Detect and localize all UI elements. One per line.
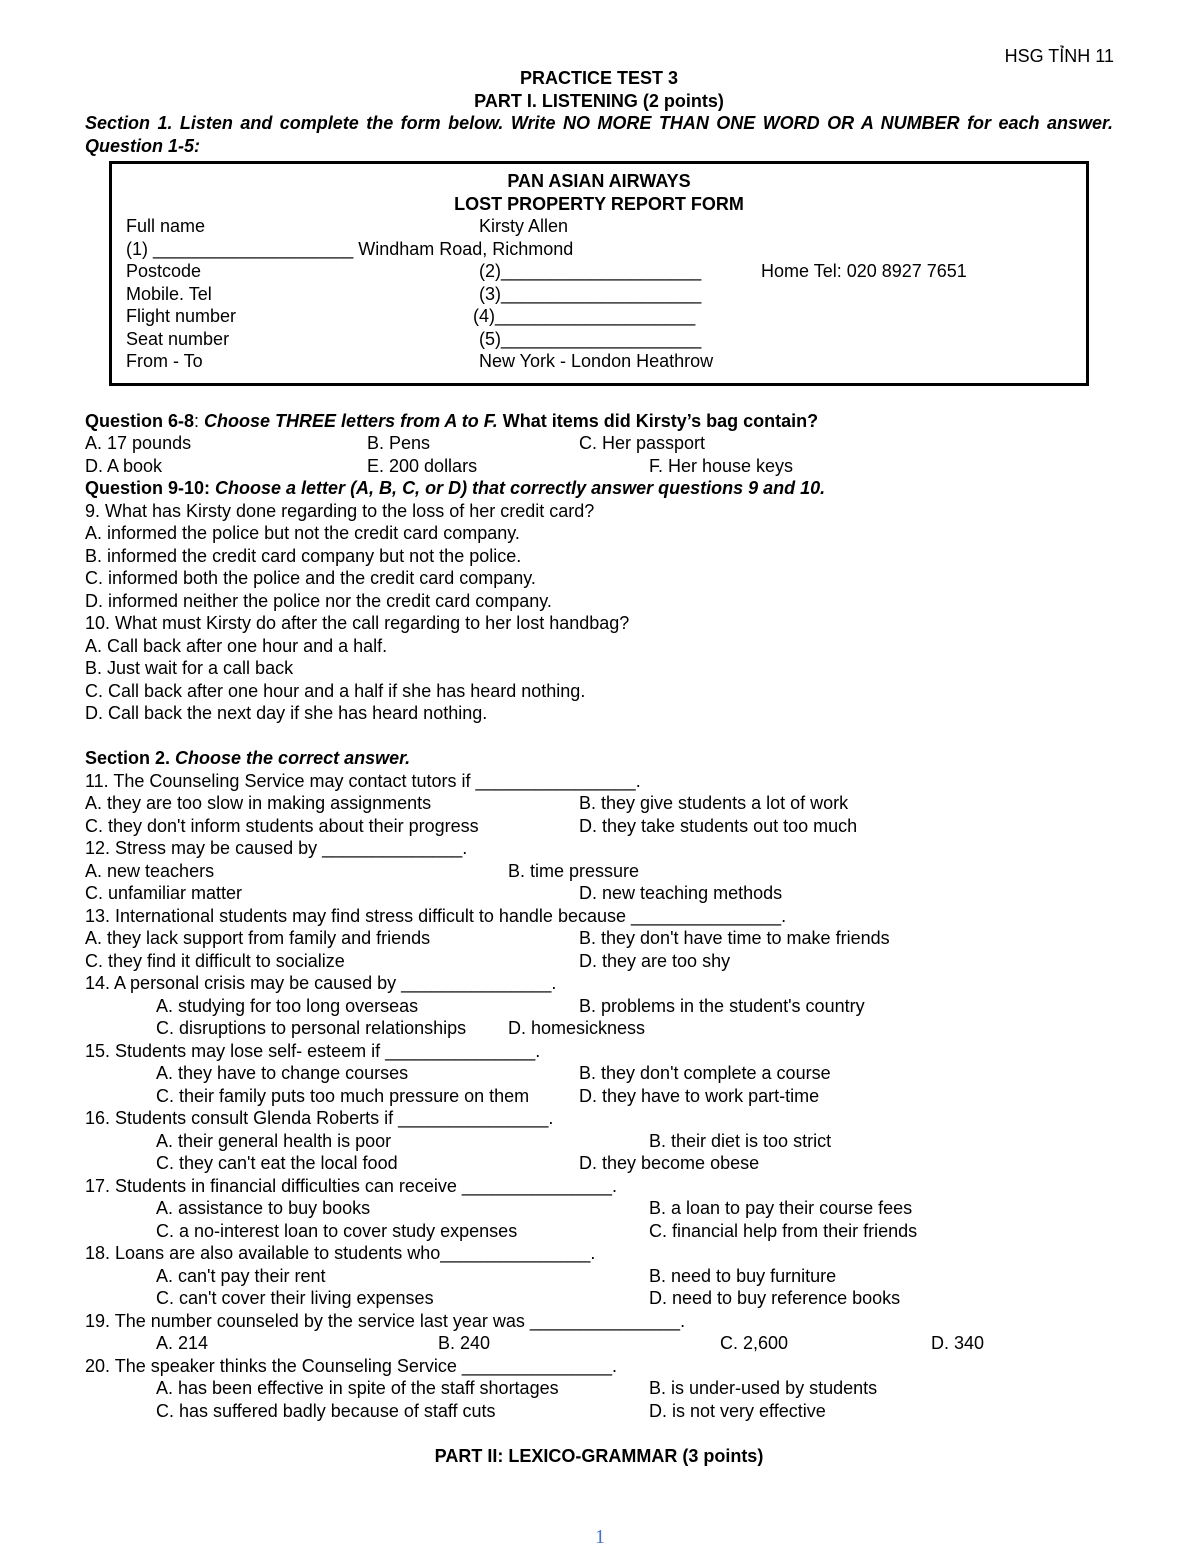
- q20: 20. The speaker thinks the Counseling Service _______________.: [85, 1355, 618, 1376]
- q19: 19. The number counseled by the service last year was _______________.: [85, 1310, 686, 1331]
- q20-options: C. has suffered badly because of staff cuts D. is not very effective: [156, 1400, 826, 1421]
- form-row-postcode: [126, 260, 1072, 283]
- lost-property-form: [109, 161, 1089, 386]
- form-label: Mobile. Tel: [126, 283, 212, 304]
- q10-line: 10. What must Kirsty do after the call regarding to her lost handbag?: [85, 613, 630, 633]
- form-label: Seat number: [126, 328, 230, 349]
- q9-option: D. informed neither the police nor the credit card company.: [85, 590, 552, 611]
- form-label: Postcode: [126, 261, 202, 281]
- page-title: PRACTICE TEST 3: [519, 68, 679, 88]
- q16: 16. Students consult Glenda Roberts if _______________.: [85, 1108, 554, 1128]
- page-number: 1: [595, 1526, 605, 1548]
- form-row-address: [126, 238, 1072, 261]
- q17: 17. Students in financial difficulties can receive _______________.: [85, 1175, 618, 1196]
- q9-option: C. informed both the police and the credit card company.: [85, 568, 536, 588]
- q14-options: C. disruptions to personal relationships D. homesickness: [156, 1018, 646, 1038]
- form-row-mobile: [126, 283, 1072, 306]
- q9-10-heading: Question 9-10: Choose a letter (A, B, C, or D) that correctly answer questions 9 and 10.: [85, 478, 826, 498]
- form-row-route: [126, 350, 1072, 373]
- form-blank-3: (3)____________________: [479, 283, 702, 304]
- q10-option: A. Call back after one hour and a half.: [85, 635, 388, 656]
- form-row-flight: [126, 305, 1072, 328]
- form-label: Full name: [126, 216, 206, 236]
- q9-option: A. informed the police but not the credit card company.: [85, 523, 520, 543]
- q9-option: B. informed the credit card company but not the police.: [85, 545, 522, 566]
- q17-options: C. a no-interest loan to cover study expenses C. financial help from their friends: [156, 1220, 918, 1241]
- form-label: From - To: [126, 351, 203, 371]
- form-blank-4: (4)____________________: [473, 306, 696, 326]
- q10-option: C. Call back after one hour and a half if she has heard nothing.: [85, 680, 586, 701]
- document-body: [85, 67, 1113, 1467]
- form-blank-5: (5)____________________: [479, 328, 702, 349]
- form-blank-2: (2)____________________: [479, 261, 702, 281]
- form-label: (1) ____________________ Windham Road, Richmond: [126, 238, 574, 259]
- q16-options: C. they can't eat the local food D. they become obese: [156, 1153, 760, 1173]
- q20-options: A. has been effective in spite of the staff shortages B. is under-used by students: [156, 1378, 878, 1398]
- q6-8-heading: Question 6-8: Choose THREE letters from A to F. What items did Kirsty’s bag contain?: [85, 410, 819, 431]
- q13: 13. International students may find stress difficult to handle because _______________.: [85, 905, 787, 926]
- q14: 14. A personal crisis may be caused by _______________.: [85, 973, 557, 993]
- form-home-tel: Home Tel: 020 8927 7651: [761, 261, 967, 281]
- q13-options: C. they find it difficult to socialize D. they are too shy: [85, 950, 731, 971]
- q11-options: C. they don't inform students about their progress D. they take students out too much: [85, 815, 858, 836]
- q10-option: D. Call back the next day if she has heard nothing.: [85, 703, 488, 723]
- q9-line: 9. What has Kirsty done regarding to the loss of her credit card?: [85, 500, 595, 521]
- section-1-instruction: Section 1. Listen and complete the form below. Write NO MORE THAN ONE WORD OR A NUMBER for each answer. Question 1-5:: [85, 113, 1113, 156]
- form-value: Kirsty Allen: [479, 216, 569, 236]
- form-label: Flight number: [126, 306, 237, 326]
- q13-options: A. they lack support from family and friends B. they don't have time to make friends: [85, 928, 890, 948]
- q12: 12. Stress may be caused by ______________.: [85, 838, 468, 858]
- form-value: New York - London Heathrow: [479, 351, 714, 371]
- page-header: HSG TỈNH 11: [1004, 46, 1114, 66]
- form-title-report: LOST PROPERTY REPORT FORM: [454, 193, 744, 214]
- q17-options: A. assistance to buy books B. a loan to pay their course fees: [156, 1198, 913, 1218]
- form-row-full-name: [126, 215, 1072, 238]
- q11-options: A. they are too slow in making assignments B. they give students a lot of work: [85, 793, 849, 813]
- q12-options: A. new teachers B. time pressure: [85, 860, 640, 881]
- q18-options: A. can't pay their rent B. need to buy furniture: [156, 1265, 837, 1286]
- part-2-heading: PART II: LEXICO-GRAMMAR (3 points): [434, 1445, 764, 1466]
- form-row-seat: [126, 328, 1072, 351]
- q14-options: A. studying for too long overseas B. problems in the student's country: [156, 995, 865, 1016]
- form-title-airline: PAN ASIAN AIRWAYS: [507, 171, 691, 191]
- q15: 15. Students may lose self- esteem if _______________.: [85, 1040, 541, 1061]
- q15-options: C. their family puts too much pressure on them D. they have to work part-time: [156, 1085, 820, 1106]
- q6-8-options-row-2: D. A book E. 200 dollars F. Her house keys: [85, 455, 794, 476]
- q19-options: A. 214 B. 240 C. 2,600 D. 340: [156, 1333, 985, 1353]
- section-2-heading: Section 2. Choose the correct answer.: [85, 748, 411, 768]
- q10-option: B. Just wait for a call back: [85, 658, 294, 678]
- q18-options: C. can't cover their living expenses D. need to buy reference books: [156, 1288, 901, 1308]
- q16-options: A. their general health is poor B. their diet is too strict: [156, 1130, 832, 1151]
- q11: 11. The Counseling Service may contact tutors if ________________.: [85, 770, 641, 791]
- q15-options: A. they have to change courses B. they don't complete a course: [156, 1063, 831, 1083]
- q18: 18. Loans are also available to students who_______________.: [85, 1243, 596, 1263]
- q12-options: C. unfamiliar matter D. new teaching methods: [85, 883, 783, 903]
- q6-8-options-row-1: A. 17 pounds B. Pens C. Her passport: [85, 433, 706, 453]
- part-1-heading: PART I. LISTENING (2 points): [474, 90, 724, 111]
